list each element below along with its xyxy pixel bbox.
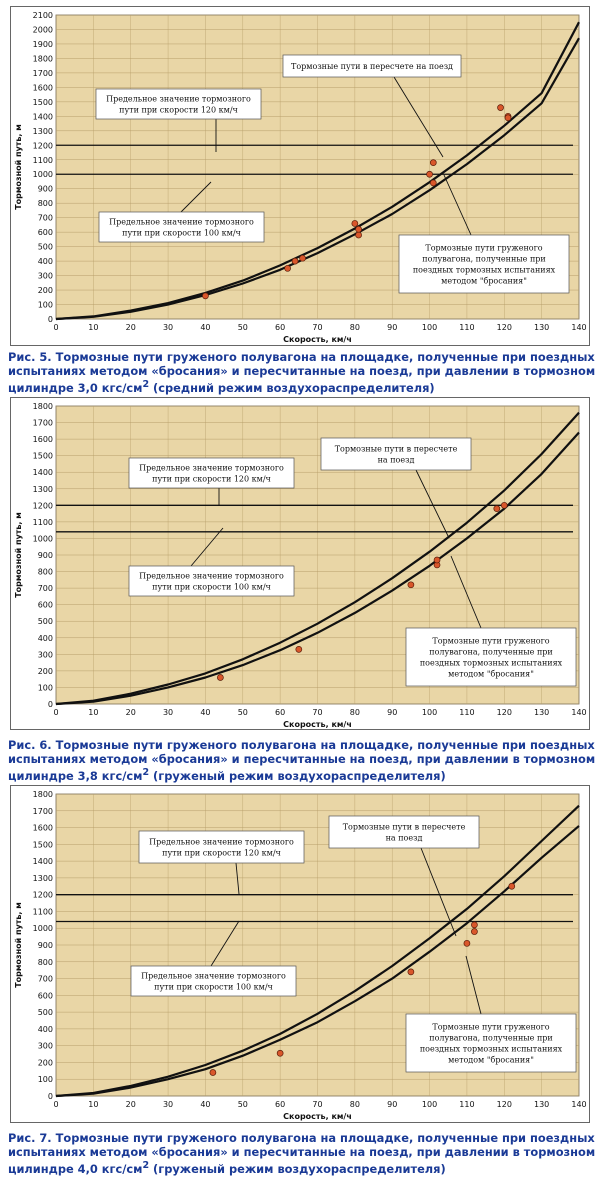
y-tick-label: 500 xyxy=(37,242,53,252)
x-tick-label: 40 xyxy=(200,323,211,332)
y-tick-label: 0 xyxy=(47,700,53,709)
x-tick-label: 120 xyxy=(496,323,512,332)
x-tick-label: 80 xyxy=(349,1100,360,1109)
y-tick-label: 500 xyxy=(37,617,53,627)
caption-superscript: 2 xyxy=(142,379,150,390)
y-tick-label: 600 xyxy=(37,600,53,610)
x-tick-label: 30 xyxy=(162,1100,174,1109)
x-tick-label: 0 xyxy=(53,708,59,717)
x-tick-label: 140 xyxy=(571,1100,587,1109)
y-tick-label: 1800 xyxy=(32,54,53,64)
y-tick-label: 300 xyxy=(37,650,53,660)
y-tick-label: 100 xyxy=(37,683,53,693)
caption-number: Рис. 6. xyxy=(8,738,52,752)
y-tick-label: 600 xyxy=(37,991,53,1001)
chart-7-svg xyxy=(11,786,589,1122)
y-tick-label: 1000 xyxy=(32,170,53,180)
y-tick-label: 1800 xyxy=(32,790,53,799)
x-tick-label: 80 xyxy=(349,708,360,717)
chart-6-svg xyxy=(11,398,589,729)
y-tick-label: 1400 xyxy=(32,468,53,478)
x-tick-label: 0 xyxy=(53,323,59,332)
y-tick-label: 900 xyxy=(37,184,53,194)
annotation-text: поездных тормозных испытаниях xyxy=(419,658,563,668)
y-tick-label: 100 xyxy=(37,300,53,310)
data-point xyxy=(498,105,504,111)
data-point xyxy=(408,969,414,975)
caption-figure-6 xyxy=(8,738,596,783)
caption-text: Тормозные пути груженого полувагона на площадке, полученные при поездных испытаниях методом «бросания» и пересчитанные на поезд, при давлении в тормозном цилиндре 4,0 кгс/см xyxy=(8,1131,596,1176)
annotation-text: Предельное значение тормозного xyxy=(149,837,294,847)
y-tick-label: 1700 xyxy=(32,806,53,816)
data-point xyxy=(505,115,511,121)
chart-figure-5 xyxy=(10,6,590,346)
y-axis-label: Тормозной путь, м xyxy=(14,124,23,210)
annotation-text: методом "бросания" xyxy=(448,1055,534,1065)
caption-figure-5 xyxy=(8,350,596,395)
x-tick-label: 60 xyxy=(275,1100,286,1109)
x-tick-label: 110 xyxy=(459,708,475,717)
y-tick-label: 1600 xyxy=(32,83,53,93)
annotation-box xyxy=(139,831,304,863)
annotation-text: Предельное значение тормозного xyxy=(109,217,254,227)
chart-figure-6 xyxy=(10,397,590,730)
x-tick-label: 90 xyxy=(387,1100,398,1109)
x-axis-label: Скорость, км/ч xyxy=(283,720,352,729)
y-axis-label: Тормозной путь, м xyxy=(14,902,23,988)
chart-figure-7 xyxy=(10,785,590,1123)
caption-number: Рис. 5. xyxy=(8,350,52,364)
y-tick-label: 400 xyxy=(37,257,53,267)
x-tick-label: 120 xyxy=(496,1100,512,1109)
caption-number: Рис. 7. xyxy=(8,1131,52,1145)
annotation-box xyxy=(131,966,296,996)
annotation-text: методом "бросания" xyxy=(448,669,534,679)
annotation-text: Предельное значение тормозного xyxy=(139,571,284,581)
annotation-text: пути при скорости 120 км/ч xyxy=(152,474,271,484)
data-point xyxy=(292,258,298,264)
x-tick-label: 50 xyxy=(237,323,248,332)
annotation-text: полувагона, полученные при xyxy=(422,254,546,264)
x-tick-label: 30 xyxy=(162,708,174,717)
y-tick-label: 300 xyxy=(37,271,53,281)
annotation-text: пути при скорости 120 км/ч xyxy=(119,105,238,115)
y-tick-label: 1100 xyxy=(32,907,53,917)
x-tick-label: 140 xyxy=(571,323,587,332)
x-tick-label: 0 xyxy=(53,1100,59,1109)
y-tick-label: 400 xyxy=(37,1024,53,1034)
y-tick-label: 900 xyxy=(37,941,53,950)
caption-suffix: (груженый режим воздухораспределителя) xyxy=(149,768,446,783)
y-tick-label: 200 xyxy=(37,1058,53,1068)
annotation-text: на поезд xyxy=(385,833,423,843)
x-tick-label: 50 xyxy=(237,708,248,717)
caption-text: Тормозные пути груженого полувагона на площадке, полученные при поездных испытаниях методом «бросания» и пересчитанные на поезд, при давлении в тормозном цилиндре 3,8 кгс/см xyxy=(8,738,596,783)
y-tick-label: 500 xyxy=(37,1008,53,1018)
x-tick-label: 50 xyxy=(237,1100,248,1109)
data-point xyxy=(430,160,436,166)
y-tick-label: 1400 xyxy=(32,112,53,122)
data-point xyxy=(300,255,306,261)
data-point xyxy=(356,226,362,232)
data-point xyxy=(471,929,477,935)
x-tick-label: 130 xyxy=(534,708,550,717)
y-tick-label: 1500 xyxy=(32,97,53,107)
y-tick-label: 1000 xyxy=(32,534,53,544)
annotation-box xyxy=(99,212,264,242)
annotation-text: поездных тормозных испытаниях xyxy=(412,265,556,275)
y-tick-label: 1000 xyxy=(32,924,53,934)
y-tick-label: 0 xyxy=(47,1092,53,1101)
data-point xyxy=(285,265,291,271)
annotation-text: Тормозные пути груженого xyxy=(432,1022,550,1032)
x-tick-label: 10 xyxy=(88,1100,99,1109)
data-point xyxy=(408,582,414,588)
y-tick-label: 1700 xyxy=(32,68,53,78)
y-tick-label: 1500 xyxy=(32,451,53,461)
data-point xyxy=(464,940,470,946)
annotation-text: Предельное значение тормозного xyxy=(141,971,286,981)
x-tick-label: 10 xyxy=(88,708,99,717)
annotation-text: поездных тормозных испытаниях xyxy=(419,1044,563,1054)
x-tick-label: 10 xyxy=(88,323,99,332)
data-point xyxy=(427,171,433,177)
y-tick-label: 800 xyxy=(37,199,53,209)
annotation-text: Тормозные пути в пересчете на поезд xyxy=(291,62,453,71)
y-tick-label: 400 xyxy=(37,633,53,643)
annotation-text: полувагона, полученные при xyxy=(429,647,553,657)
y-tick-label: 800 xyxy=(37,567,53,577)
caption-text: Тормозные пути груженого полувагона на площадке, полученные при поездных испытаниях методом «бросания» и пересчитанные на поезд, при давлении в тормозном цилиндре 3,0 кгс/см xyxy=(8,350,596,395)
data-point xyxy=(296,646,302,652)
x-tick-label: 60 xyxy=(275,323,286,332)
y-tick-label: 2000 xyxy=(32,25,53,35)
y-tick-label: 1200 xyxy=(32,141,53,151)
x-tick-label: 60 xyxy=(275,708,286,717)
y-tick-label: 100 xyxy=(37,1075,53,1085)
data-point xyxy=(494,506,500,512)
y-tick-label: 300 xyxy=(37,1041,53,1051)
annotation-text: Тормозные пути в пересчете xyxy=(334,444,458,454)
x-tick-label: 120 xyxy=(496,708,512,717)
data-point xyxy=(352,220,358,226)
y-tick-label: 1500 xyxy=(32,840,53,850)
x-axis-label: Скорость, км/ч xyxy=(283,1112,352,1121)
annotation-text: Предельное значение тормозного xyxy=(139,463,284,473)
y-tick-label: 0 xyxy=(47,315,53,324)
x-tick-label: 40 xyxy=(200,1100,211,1109)
x-tick-label: 20 xyxy=(125,323,136,332)
caption-superscript: 2 xyxy=(142,1160,150,1171)
annotation-text: Тормозные пути в пересчете xyxy=(342,822,466,832)
annotation-text: Предельное значение тормозного xyxy=(106,94,251,104)
y-tick-label: 2100 xyxy=(32,11,53,20)
y-tick-label: 1600 xyxy=(32,435,53,445)
y-tick-label: 700 xyxy=(37,213,53,223)
data-point xyxy=(217,675,223,681)
x-tick-label: 100 xyxy=(421,323,438,332)
y-tick-label: 1700 xyxy=(32,418,53,428)
y-tick-label: 800 xyxy=(37,957,53,967)
annotation-text: Тормозные пути груженого xyxy=(432,636,550,646)
y-tick-label: 600 xyxy=(37,228,53,238)
x-axis-label: Скорость, км/ч xyxy=(283,335,352,344)
annotation-text: пути при скорости 120 км/ч xyxy=(162,848,281,858)
y-tick-label: 1100 xyxy=(32,155,53,165)
annotation-text: пути при скорости 100 км/ч xyxy=(154,982,273,992)
annotation-text: методом "бросания" xyxy=(441,276,527,286)
data-point xyxy=(471,922,477,928)
y-tick-label: 700 xyxy=(37,974,53,984)
annotation-box xyxy=(321,438,471,470)
data-point xyxy=(501,502,507,508)
caption-figure-7 xyxy=(8,1131,596,1176)
annotation-text: полувагона, полученные при xyxy=(429,1033,553,1043)
y-tick-label: 1200 xyxy=(32,890,53,900)
x-tick-label: 70 xyxy=(312,708,323,717)
x-tick-label: 100 xyxy=(421,708,438,717)
y-tick-label: 1900 xyxy=(32,39,53,49)
annotation-text: пути при скорости 100 км/ч xyxy=(122,228,241,238)
x-tick-label: 90 xyxy=(387,323,398,332)
data-point xyxy=(430,180,436,186)
y-tick-label: 1300 xyxy=(32,126,53,136)
data-point xyxy=(202,293,208,299)
y-tick-label: 1400 xyxy=(32,857,53,867)
y-tick-label: 1200 xyxy=(32,501,53,511)
data-point xyxy=(509,883,515,889)
annotation-box xyxy=(129,458,294,488)
y-tick-label: 200 xyxy=(37,286,53,296)
y-tick-label: 1800 xyxy=(32,402,53,411)
x-tick-label: 20 xyxy=(125,1100,136,1109)
x-tick-label: 140 xyxy=(571,708,587,717)
x-tick-label: 130 xyxy=(534,323,550,332)
x-tick-label: 90 xyxy=(387,708,398,717)
caption-superscript: 2 xyxy=(142,767,150,778)
y-tick-label: 1100 xyxy=(32,517,53,527)
x-tick-label: 110 xyxy=(459,1100,475,1109)
y-tick-label: 1600 xyxy=(32,823,53,833)
data-point xyxy=(356,232,362,238)
x-tick-label: 110 xyxy=(459,323,475,332)
y-tick-label: 1300 xyxy=(32,484,53,494)
data-point xyxy=(277,1050,283,1056)
data-point xyxy=(210,1070,216,1076)
caption-suffix: (груженый режим воздухораспределителя) xyxy=(149,1161,446,1176)
y-tick-label: 200 xyxy=(37,666,53,676)
annotation-text: пути при скорости 100 км/ч xyxy=(152,582,271,592)
y-axis-label: Тормозной путь, м xyxy=(14,512,23,598)
data-point xyxy=(434,557,440,563)
x-tick-label: 70 xyxy=(312,1100,323,1109)
annotation-box xyxy=(129,566,294,596)
chart-5-svg xyxy=(11,7,589,345)
annotation-text: на поезд xyxy=(377,455,415,465)
x-tick-label: 20 xyxy=(125,708,136,717)
x-tick-label: 40 xyxy=(200,708,211,717)
x-tick-label: 30 xyxy=(162,323,174,332)
x-tick-label: 70 xyxy=(312,323,323,332)
x-tick-label: 80 xyxy=(349,323,360,332)
y-tick-label: 900 xyxy=(37,551,53,560)
caption-suffix: (средний режим воздухораспределителя) xyxy=(149,380,435,395)
annotation-box xyxy=(329,816,479,848)
x-tick-label: 130 xyxy=(534,1100,550,1109)
x-tick-label: 100 xyxy=(421,1100,438,1109)
y-tick-label: 1300 xyxy=(32,873,53,883)
annotation-box xyxy=(96,89,261,119)
y-tick-label: 700 xyxy=(37,584,53,594)
annotation-text: Тормозные пути груженого xyxy=(425,243,543,253)
